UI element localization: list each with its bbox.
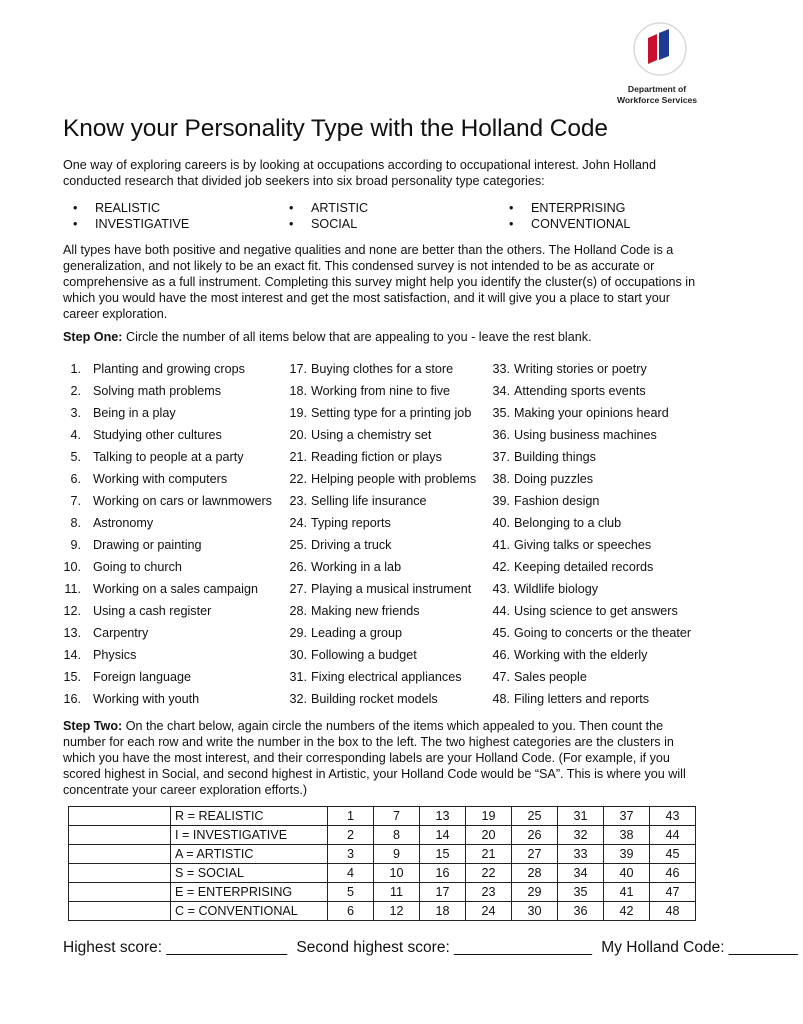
survey-item[interactable] bbox=[488, 425, 657, 447]
item-number-cell[interactable]: 39 bbox=[604, 845, 650, 864]
survey-item-number: 1. bbox=[70, 362, 81, 376]
survey-item-number: 4. bbox=[70, 428, 81, 442]
survey-item-number: 16. bbox=[63, 692, 81, 706]
holland-code-field: My Holland Code: ________ bbox=[601, 939, 798, 956]
chart-body bbox=[69, 807, 696, 921]
survey-item[interactable] bbox=[63, 359, 245, 381]
survey-item[interactable] bbox=[285, 469, 477, 491]
survey-item-number: 11. bbox=[64, 582, 81, 596]
survey-item[interactable] bbox=[285, 381, 451, 403]
survey-item-text: Carpentry bbox=[93, 626, 149, 640]
type-item: • REALISTIC bbox=[63, 200, 189, 216]
survey-item-number: 10. bbox=[63, 560, 81, 574]
survey-item[interactable] bbox=[285, 645, 417, 667]
survey-item[interactable] bbox=[285, 447, 442, 469]
survey-item-number: 28. bbox=[289, 604, 307, 618]
survey-item-text: Working in a lab bbox=[311, 560, 402, 574]
general-paragraph: All types have both positive and negative qualities and none are better than the others. The Holland Code is a generalization, and not likely to be an exact fit. This condensed survey is not intended to be as accurate or comprehensive as a full instrument. Completing this survey might help you identify the cluster(s) of occupations in which you would have the most interest and get the most satisfaction, and it will give you a place to start your career exploration. bbox=[63, 243, 696, 321]
survey-item[interactable] bbox=[488, 535, 652, 557]
page-title: Know your Personality Type with the Holland Code bbox=[63, 115, 608, 142]
survey-item-text: Working with computers bbox=[93, 472, 228, 486]
survey-item[interactable] bbox=[63, 469, 228, 491]
survey-item-text: Following a budget bbox=[311, 648, 417, 662]
survey-item[interactable] bbox=[285, 667, 462, 689]
survey-item-text: Making new friends bbox=[311, 604, 420, 618]
dws-logo-icon bbox=[627, 20, 687, 82]
survey-item-text: Typing reports bbox=[311, 516, 391, 530]
survey-item[interactable] bbox=[63, 403, 176, 425]
survey-item-number: 3. bbox=[70, 406, 81, 420]
category-label: E = ENTERPRISING bbox=[171, 883, 328, 902]
survey-item-number: 8. bbox=[70, 516, 81, 530]
step-two-label: Step Two: bbox=[63, 719, 123, 733]
survey-item[interactable] bbox=[488, 491, 600, 513]
survey-item-text: Fashion design bbox=[514, 494, 600, 508]
chart-row bbox=[69, 883, 696, 902]
survey-column-3 bbox=[488, 359, 692, 711]
item-number-cell[interactable]: 17 bbox=[420, 883, 466, 902]
survey-item[interactable] bbox=[488, 403, 669, 425]
survey-item-number: 44. bbox=[492, 604, 510, 618]
survey-item[interactable] bbox=[488, 513, 622, 535]
item-number-cell[interactable]: 20 bbox=[466, 826, 512, 845]
survey-item-text: Writing stories or poetry bbox=[514, 362, 647, 376]
survey-item-text: Sales people bbox=[514, 670, 587, 684]
item-number-cell[interactable]: 8 bbox=[374, 826, 420, 845]
survey-item-number: 40. bbox=[492, 516, 510, 530]
second-highest-score-field: Second highest score: ________________ bbox=[296, 939, 592, 956]
item-number-cell[interactable]: 7 bbox=[374, 807, 420, 826]
type-item: • INVESTIGATIVE bbox=[63, 216, 189, 232]
survey-item-number: 22. bbox=[289, 472, 307, 486]
survey-item[interactable] bbox=[285, 359, 454, 381]
item-number-cell[interactable]: 36 bbox=[558, 902, 604, 921]
item-number-cell[interactable]: 21 bbox=[466, 845, 512, 864]
survey-item-number: 2. bbox=[70, 384, 81, 398]
survey-item-number: 18. bbox=[289, 384, 307, 398]
survey-item[interactable] bbox=[488, 623, 692, 645]
item-number-cell[interactable]: 9 bbox=[374, 845, 420, 864]
item-number-cell[interactable]: 38 bbox=[604, 826, 650, 845]
survey-item-number: 43. bbox=[492, 582, 510, 596]
survey-item-number: 20. bbox=[289, 428, 307, 442]
survey-item-text: Talking to people at a party bbox=[93, 450, 244, 464]
survey-items bbox=[63, 359, 713, 711]
survey-item[interactable] bbox=[285, 623, 403, 645]
survey-item-text: Planting and growing crops bbox=[93, 362, 245, 376]
survey-item-number: 46. bbox=[492, 648, 510, 662]
item-number-cell[interactable]: 47 bbox=[650, 883, 696, 902]
survey-item[interactable] bbox=[285, 557, 402, 579]
survey-item-number: 27. bbox=[289, 582, 307, 596]
survey-item-text: Using business machines bbox=[514, 428, 657, 442]
survey-item[interactable] bbox=[488, 601, 678, 623]
survey-item[interactable] bbox=[488, 645, 648, 667]
survey-item-text: Buying clothes for a store bbox=[311, 362, 454, 376]
survey-item-text: Studying other cultures bbox=[93, 428, 222, 442]
survey-item-number: 33. bbox=[492, 362, 510, 376]
item-number-cell[interactable]: 43 bbox=[650, 807, 696, 826]
item-number-cell[interactable]: 29 bbox=[512, 883, 558, 902]
item-number-cell[interactable]: 35 bbox=[558, 883, 604, 902]
survey-item-number: 35. bbox=[492, 406, 510, 420]
score-box[interactable] bbox=[69, 883, 171, 902]
type-item: • CONVENTIONAL bbox=[499, 216, 630, 232]
survey-item-number: 41. bbox=[492, 538, 510, 552]
type-item: • ENTERPRISING bbox=[499, 200, 630, 216]
item-number-cell[interactable]: 34 bbox=[558, 864, 604, 883]
logo-caption bbox=[612, 84, 702, 106]
item-number-cell[interactable]: 33 bbox=[558, 845, 604, 864]
survey-item-text: Reading fiction or plays bbox=[311, 450, 442, 464]
item-number-cell[interactable]: 45 bbox=[650, 845, 696, 864]
item-number-cell[interactable]: 42 bbox=[604, 902, 650, 921]
item-number-cell[interactable]: 31 bbox=[558, 807, 604, 826]
item-number-cell[interactable]: 13 bbox=[420, 807, 466, 826]
survey-item-number: 21. bbox=[289, 450, 307, 464]
type-item: • SOCIAL bbox=[279, 216, 368, 232]
survey-item-text: Wildlife biology bbox=[514, 582, 598, 596]
survey-item[interactable] bbox=[285, 513, 391, 535]
survey-item-text: Going to church bbox=[93, 560, 182, 574]
logo-caption-line1: Department of bbox=[627, 84, 687, 94]
survey-item-number: 14. bbox=[63, 648, 81, 662]
survey-item-text: Attending sports events bbox=[514, 384, 646, 398]
survey-item-text: Working with youth bbox=[93, 692, 200, 706]
item-number-cell[interactable]: 16 bbox=[420, 864, 466, 883]
survey-item-text: Filing letters and reports bbox=[514, 692, 650, 706]
item-number-cell[interactable]: 1 bbox=[328, 807, 374, 826]
survey-item[interactable] bbox=[488, 381, 646, 403]
survey-item-text: Keeping detailed records bbox=[514, 560, 654, 574]
item-number-cell[interactable]: 10 bbox=[374, 864, 420, 883]
survey-item-number: 36. bbox=[492, 428, 510, 442]
survey-column-2 bbox=[285, 359, 477, 711]
item-number-cell[interactable]: 26 bbox=[512, 826, 558, 845]
intro-paragraph: One way of exploring careers is by looking at occupations according to occupational interest. John Holland conducted research that divided job seekers into six broad personality type categories: bbox=[63, 158, 656, 188]
score-line bbox=[63, 939, 803, 957]
survey-item[interactable] bbox=[488, 359, 647, 381]
chart-row bbox=[69, 807, 696, 826]
survey-item-text: Using a chemistry set bbox=[311, 428, 432, 442]
item-number-cell[interactable]: 37 bbox=[604, 807, 650, 826]
highest-score-field: Highest score: ______________ bbox=[63, 939, 288, 956]
survey-item[interactable] bbox=[488, 469, 594, 491]
item-number-cell[interactable]: 46 bbox=[650, 864, 696, 883]
type-column-3 bbox=[499, 200, 630, 232]
survey-item-text: Physics bbox=[93, 648, 137, 662]
survey-item-text: Belonging to a club bbox=[514, 516, 622, 530]
item-number-cell[interactable]: 25 bbox=[512, 807, 558, 826]
survey-item[interactable] bbox=[488, 667, 587, 689]
survey-item-number: 38. bbox=[492, 472, 510, 486]
score-box[interactable] bbox=[69, 845, 171, 864]
item-number-cell[interactable]: 27 bbox=[512, 845, 558, 864]
survey-item[interactable] bbox=[488, 447, 596, 469]
survey-item-text: Selling life insurance bbox=[311, 494, 427, 508]
survey-item-number: 32. bbox=[289, 692, 307, 706]
survey-item-number: 30. bbox=[289, 648, 307, 662]
item-number-cell[interactable]: 6 bbox=[328, 902, 374, 921]
item-number-cell[interactable]: 28 bbox=[512, 864, 558, 883]
chart-row bbox=[69, 902, 696, 921]
survey-item[interactable] bbox=[63, 623, 149, 645]
step-two-instructions bbox=[63, 718, 709, 798]
category-label: I = INVESTIGATIVE bbox=[171, 826, 328, 845]
survey-item[interactable] bbox=[63, 535, 202, 557]
item-number-cell[interactable]: 23 bbox=[466, 883, 512, 902]
type-item: • ARTISTIC bbox=[279, 200, 368, 216]
survey-item-number: 7. bbox=[70, 494, 81, 508]
item-number-cell[interactable]: 48 bbox=[650, 902, 696, 921]
item-number-cell[interactable]: 24 bbox=[466, 902, 512, 921]
survey-item-number: 48. bbox=[492, 692, 510, 706]
item-number-cell[interactable]: 12 bbox=[374, 902, 420, 921]
survey-item[interactable] bbox=[63, 491, 272, 513]
item-number-cell[interactable]: 15 bbox=[420, 845, 466, 864]
survey-item-number: 12. bbox=[63, 604, 81, 618]
survey-item-text: Building rocket models bbox=[311, 692, 438, 706]
item-number-cell[interactable]: 5 bbox=[328, 883, 374, 902]
survey-item[interactable] bbox=[63, 557, 182, 579]
item-number-cell[interactable]: 32 bbox=[558, 826, 604, 845]
survey-item-text: Drawing or painting bbox=[93, 538, 202, 552]
survey-item-number: 39. bbox=[492, 494, 510, 508]
survey-item-text: Doing puzzles bbox=[514, 472, 594, 486]
survey-item-text: Making your opinions heard bbox=[514, 406, 669, 420]
survey-item[interactable] bbox=[63, 425, 222, 447]
category-label: C = CONVENTIONAL bbox=[171, 902, 328, 921]
survey-item-text: Giving talks or speeches bbox=[514, 538, 652, 552]
survey-item-text: Working on a sales campaign bbox=[93, 582, 258, 596]
survey-item-number: 26. bbox=[289, 560, 307, 574]
survey-item[interactable] bbox=[63, 667, 192, 689]
survey-item[interactable] bbox=[63, 645, 137, 667]
survey-item-text: Solving math problems bbox=[93, 384, 222, 398]
survey-item-text: Leading a group bbox=[311, 626, 403, 640]
chart-row bbox=[69, 826, 696, 845]
survey-item-number: 5. bbox=[70, 450, 81, 464]
survey-item-text: Working on cars or lawnmowers bbox=[93, 494, 272, 508]
survey-item[interactable] bbox=[63, 579, 258, 601]
score-box[interactable] bbox=[69, 902, 171, 921]
survey-item-number: 34. bbox=[492, 384, 510, 398]
survey-item-number: 45. bbox=[492, 626, 510, 640]
survey-item-number: 23. bbox=[289, 494, 307, 508]
survey-item[interactable] bbox=[488, 579, 598, 601]
survey-item-text: Fixing electrical appliances bbox=[311, 670, 462, 684]
chart-row bbox=[69, 845, 696, 864]
item-number-cell[interactable]: 4 bbox=[328, 864, 374, 883]
logo-caption-line2: Workforce Services bbox=[616, 95, 698, 105]
survey-item[interactable] bbox=[63, 601, 212, 623]
survey-item[interactable] bbox=[63, 689, 200, 711]
survey-item-text: Being in a play bbox=[93, 406, 176, 420]
survey-item-number: 37. bbox=[492, 450, 510, 464]
department-logo bbox=[612, 20, 702, 106]
survey-item-text: Using science to get answers bbox=[514, 604, 678, 618]
item-number-cell[interactable]: 18 bbox=[420, 902, 466, 921]
survey-item-number: 19. bbox=[289, 406, 307, 420]
survey-item-number: 31. bbox=[289, 670, 307, 684]
survey-item[interactable] bbox=[63, 513, 154, 535]
survey-item-number: 24. bbox=[289, 516, 307, 530]
survey-item-number: 25. bbox=[289, 538, 307, 552]
survey-item-text: Setting type for a printing job bbox=[311, 406, 472, 420]
survey-item[interactable] bbox=[63, 447, 244, 469]
survey-item-number: 17. bbox=[289, 362, 307, 376]
item-number-cell[interactable]: 14 bbox=[420, 826, 466, 845]
step-two-text: On the chart below, again circle the numbers of the items which appealed to you. Then count the number for each row and write the number in the box to the left. The two highest categories are the clusters in which you have the most interest, and their corresponding labels are your Holland Code. (For example, if you scored highest in Social, and second highest in Artistic, your Holland Code would be “SA”. This is where you will concentrate your career exploration efforts.) bbox=[63, 719, 686, 797]
survey-item-number: 42. bbox=[492, 560, 510, 574]
step-one-instructions bbox=[63, 329, 709, 345]
score-box[interactable] bbox=[69, 864, 171, 883]
survey-item-text: Using a cash register bbox=[93, 604, 212, 618]
survey-item[interactable] bbox=[285, 601, 420, 623]
survey-column-1 bbox=[63, 359, 272, 711]
holland-code-chart bbox=[68, 806, 696, 921]
survey-item[interactable] bbox=[285, 579, 472, 601]
survey-item[interactable] bbox=[285, 491, 427, 513]
survey-item[interactable] bbox=[63, 381, 222, 403]
item-number-cell[interactable]: 11 bbox=[374, 883, 420, 902]
survey-item-number: 15. bbox=[63, 670, 81, 684]
item-number-cell[interactable]: 44 bbox=[650, 826, 696, 845]
survey-item[interactable] bbox=[488, 689, 650, 711]
survey-item-text: Working with the elderly bbox=[514, 648, 648, 662]
category-label: A = ARTISTIC bbox=[171, 845, 328, 864]
survey-item-text: Building things bbox=[514, 450, 596, 464]
survey-item[interactable] bbox=[285, 403, 472, 425]
category-label: R = REALISTIC bbox=[171, 807, 328, 826]
survey-item-text: Driving a truck bbox=[311, 538, 392, 552]
survey-item-text: Astronomy bbox=[93, 516, 154, 530]
item-number-cell[interactable]: 19 bbox=[466, 807, 512, 826]
chart-row bbox=[69, 864, 696, 883]
type-column-1 bbox=[63, 200, 189, 232]
survey-item-text: Foreign language bbox=[93, 670, 192, 684]
survey-item-number: 47. bbox=[492, 670, 510, 684]
survey-item-number: 6. bbox=[70, 472, 81, 486]
category-label: S = SOCIAL bbox=[171, 864, 328, 883]
survey-item-number: 29. bbox=[289, 626, 307, 640]
item-number-cell[interactable]: 22 bbox=[466, 864, 512, 883]
survey-item-text: Playing a musical instrument bbox=[311, 582, 472, 596]
survey-item-number: 9. bbox=[70, 538, 81, 552]
survey-item-text: Working from nine to five bbox=[311, 384, 451, 398]
survey-item-text: Going to concerts or the theater bbox=[514, 626, 692, 640]
item-number-cell[interactable]: 41 bbox=[604, 883, 650, 902]
survey-item[interactable] bbox=[285, 535, 392, 557]
item-number-cell[interactable]: 2 bbox=[328, 826, 374, 845]
step-one-label: Step One: bbox=[63, 330, 123, 344]
item-number-cell[interactable]: 30 bbox=[512, 902, 558, 921]
score-box[interactable] bbox=[69, 807, 171, 826]
survey-item-number: 13. bbox=[63, 626, 81, 640]
survey-item[interactable] bbox=[285, 689, 438, 711]
survey-item[interactable] bbox=[285, 425, 432, 447]
item-number-cell[interactable]: 3 bbox=[328, 845, 374, 864]
step-one-text: Circle the number of all items below that are appealing to you - leave the rest blank. bbox=[122, 330, 592, 344]
survey-item[interactable] bbox=[488, 557, 654, 579]
survey-item-text: Helping people with problems bbox=[311, 472, 477, 486]
score-box[interactable] bbox=[69, 826, 171, 845]
item-number-cell[interactable]: 40 bbox=[604, 864, 650, 883]
type-column-2 bbox=[279, 200, 368, 232]
